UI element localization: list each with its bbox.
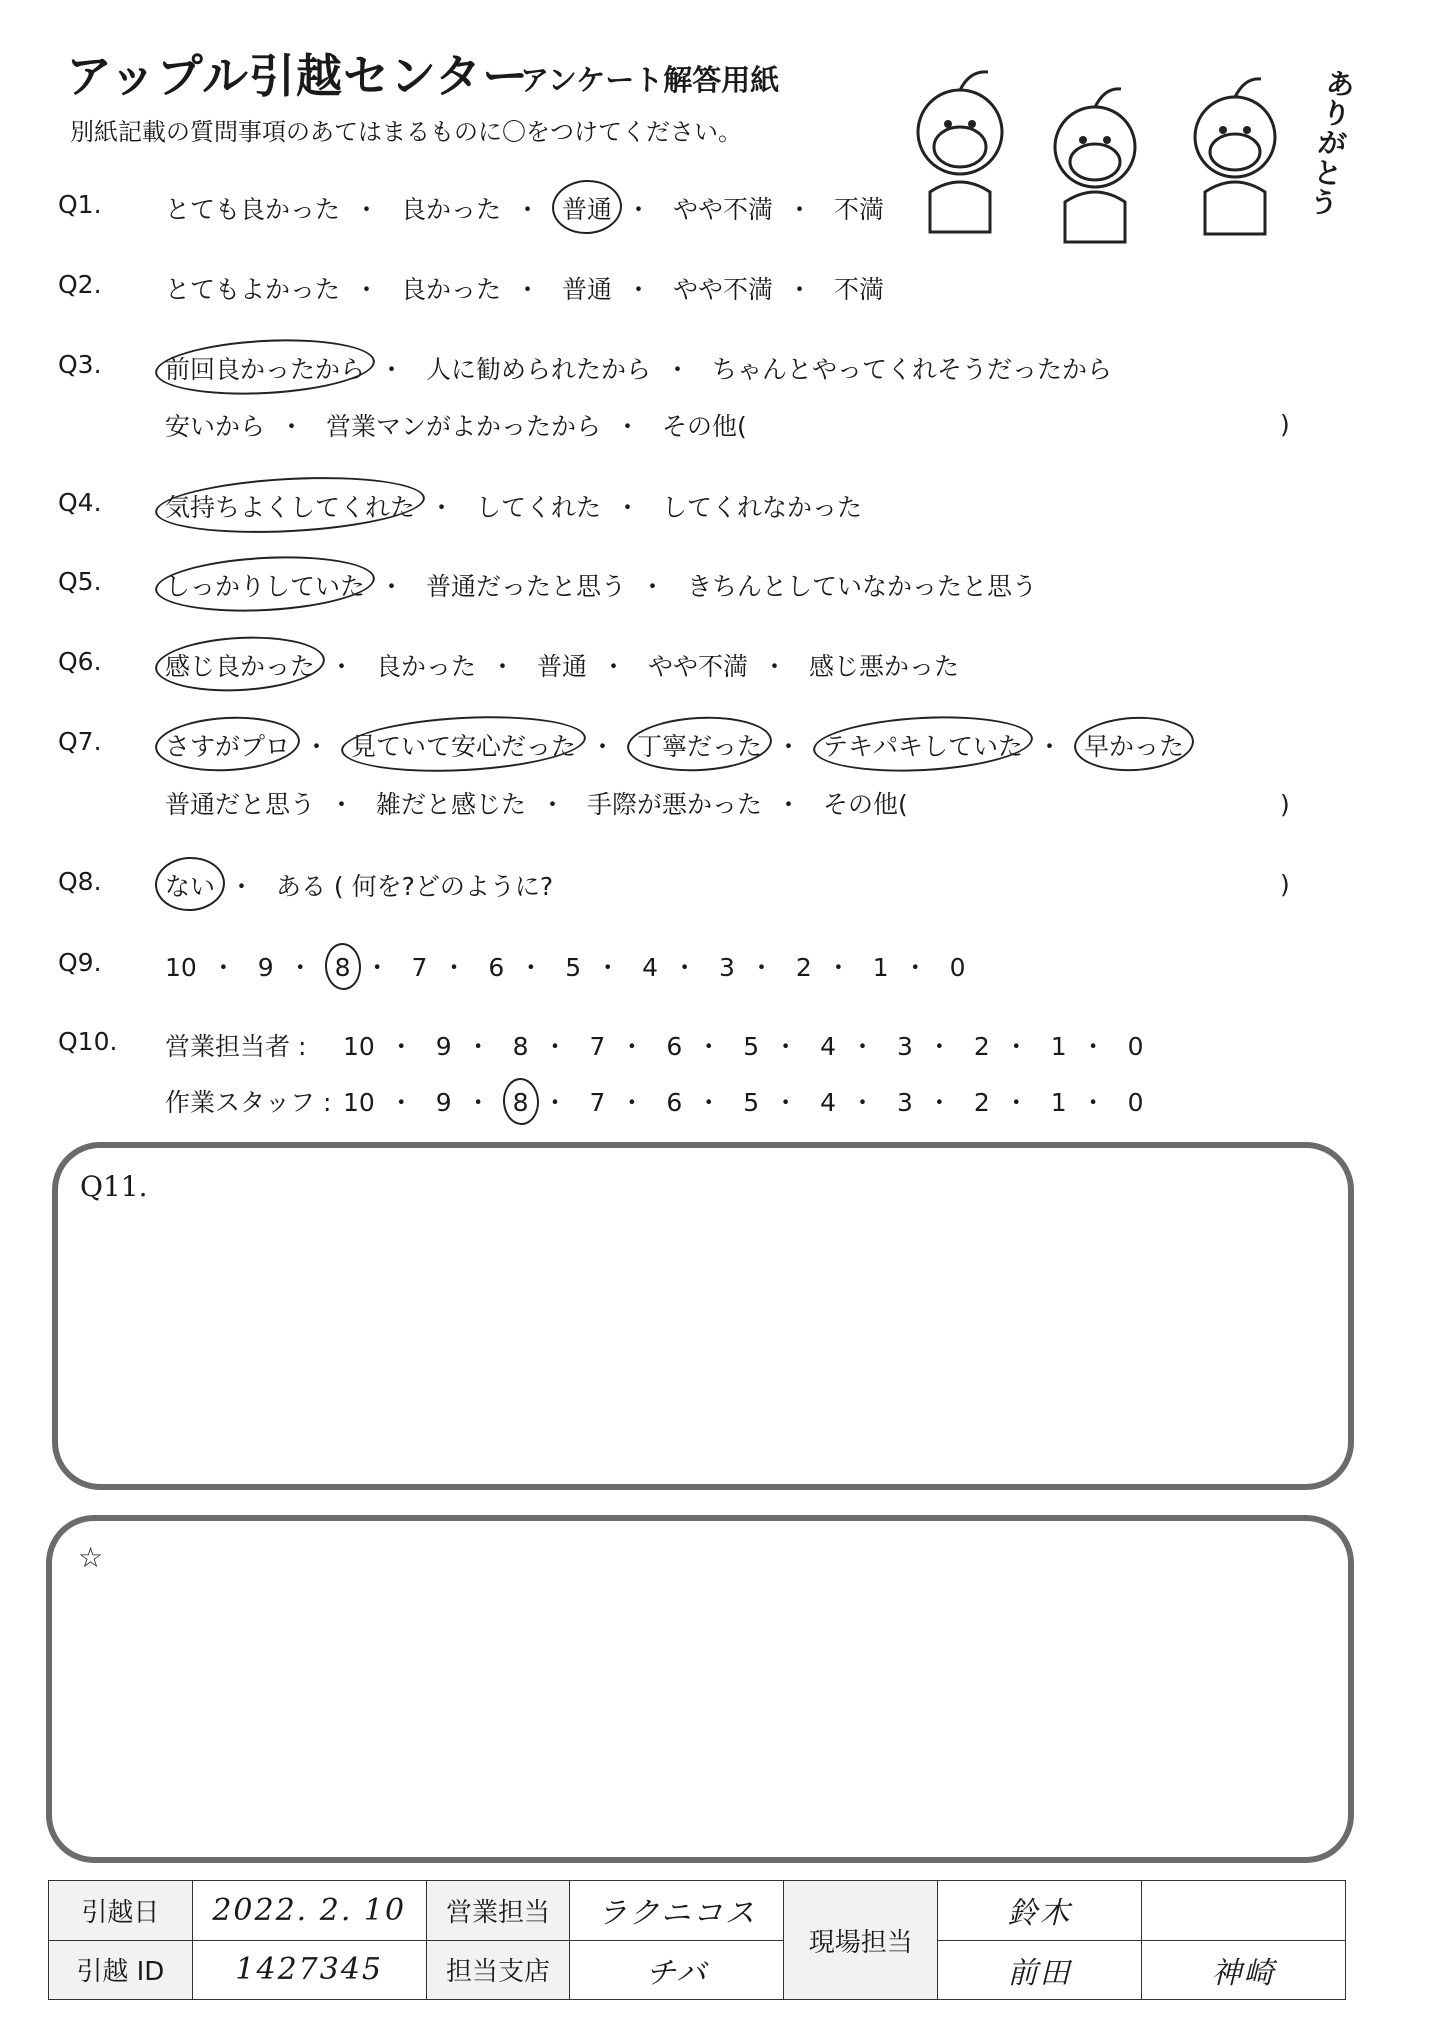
brand-name: アップル引越センター [66,49,530,103]
q10-score[interactable]: 4 [820,1088,837,1117]
q9-score[interactable]: 5 [565,953,582,982]
q8-number: Q8. [58,867,102,896]
q8-options: ない ・ ある ( 何を?どのように? [165,867,553,903]
q3-options-line2: 安いから ・ 営業マンがよかったから ・ その他( [165,407,747,443]
star-icon: ☆ [78,1541,104,1574]
q10-score[interactable]: 2 [973,1088,990,1117]
q6-option[interactable]: やや不満 [647,652,748,681]
q2-number: Q2. [58,270,102,299]
q1-options: とても良かった ・ 良かった ・ 普通 ・ やや不満 ・ 不満 [165,190,884,226]
q7-option-selected[interactable]: 丁寧だった [637,727,762,763]
q3-option-other[interactable]: その他( [661,412,747,441]
q9-score[interactable]: 3 [719,953,735,982]
q7-close-paren: ) [1280,790,1290,819]
q7-number: Q7. [58,727,102,756]
q4-option[interactable]: してくれた [475,493,601,522]
q10-score[interactable]: 2 [973,1032,990,1061]
q3-option[interactable]: ちゃんとやってくれそうだったから [711,355,1112,384]
q9-score[interactable]: 2 [795,953,812,982]
q3-option[interactable]: 営業マンがよかったから [325,412,601,441]
q7-option[interactable]: 手際が悪かった [586,790,762,819]
q4-options: 気持ちよくしてくれた ・ してくれた ・ してくれなかった [165,488,862,524]
q2-option[interactable]: 良かった [400,275,501,304]
q6-option[interactable]: 良かった [375,652,476,681]
q10-score-selected[interactable]: 8 [512,1088,529,1117]
q6-option[interactable]: 普通 [536,652,587,681]
q7-option-selected[interactable]: テキパキしていた [823,727,1023,763]
q9-score[interactable]: 7 [411,953,428,982]
q9-score[interactable]: 9 [257,953,274,982]
q1-option-selected[interactable]: 普通 [562,190,612,226]
q10-staff-label: 作業スタッフ : [165,1088,332,1117]
q9-score[interactable]: 0 [949,953,966,982]
q10-score[interactable]: 9 [435,1088,452,1117]
q10-sales-scale: 営業担当者 : 10 ・ 9 ・ 8 ・ 7 ・ 6 ・ 5 ・ 4 ・ 3 ・ 2 ・ 1 ・ 0 [165,1027,1144,1063]
star-comment-box[interactable] [46,1515,1354,1863]
q9-number: Q9. [58,948,102,977]
q3-option[interactable]: 人に勧められたから [425,355,651,384]
q10-score[interactable]: 9 [435,1032,452,1061]
q9-score[interactable]: 10 [165,953,197,982]
q5-option[interactable]: 普通だったと思う [425,572,626,601]
q5-option-selected[interactable]: しっかりしていた [165,567,365,603]
monkey-head-icon [1195,97,1275,177]
monkey-mascots-illustration [890,52,1360,252]
instruction-text: 別紙記載の質問事項のあてはまるものに〇をつけてください。 [70,118,742,146]
q1-number: Q1. [58,190,102,219]
q6-options: 感じ良かった ・ 良かった ・ 普通 ・ やや不満 ・ 感じ悪かった [165,647,959,683]
q6-option-selected[interactable]: 感じ良かった [165,647,315,683]
q2-option[interactable]: とてもよかった [165,275,341,304]
q6-number: Q6. [58,647,102,676]
q10-score[interactable]: 3 [896,1032,913,1061]
q3-number: Q3. [58,350,102,379]
move-date-label: 引越日 [49,1881,193,1941]
q2-option[interactable]: 普通 [561,275,612,304]
site-staff-2[interactable]: 前田 [938,1940,1142,2000]
move-date-value[interactable]: 2022. 2. 10 [192,1881,426,1941]
q11-label: Q11. [80,1170,148,1203]
q2-options: とてもよかった ・ 良かった ・ 普通 ・ やや不満 ・ 不満 [165,270,884,306]
q10-score[interactable]: 10 [342,1088,375,1117]
q1-option[interactable]: やや不満 [672,195,773,224]
q3-close-paren: ) [1280,410,1290,439]
q3-option[interactable]: 安いから [165,412,266,441]
q2-option[interactable]: やや不満 [672,275,773,304]
q8-close-paren: ) [1280,870,1290,899]
branch-value[interactable]: チバ [570,1940,784,2000]
q5-option[interactable]: きちんとしていなかったと思う [686,572,1037,601]
q7-option[interactable]: 普通だと思う [165,790,316,819]
q9-scale: 10 ・ 9 ・ 8 ・ 7 ・ 6 ・ 5 ・ 4 ・ 3 ・ 2 ・ 1 ・ 0 [165,953,966,982]
site-staff-empty[interactable] [1142,1881,1346,1941]
q2-option[interactable]: 不満 [833,275,884,304]
q10-score[interactable]: 5 [743,1088,760,1117]
site-staff-1[interactable]: 鈴木 [938,1881,1142,1941]
site-staff-3[interactable]: 神崎 [1142,1940,1346,2000]
move-info-table [48,1880,1346,2000]
q1-option[interactable]: とても良かった [165,195,341,224]
q7-option-other[interactable]: その他( [822,790,908,819]
q10-staff-scale: 作業スタッフ : 10 ・ 9 ・ 8 ・ 7 ・ 6 ・ 5 ・ 4 ・ 3 ・ 2 ・ 1 ・ 0 [165,1083,1144,1119]
q10-score[interactable]: 6 [666,1088,683,1117]
thanks-text: ありがとう [1307,65,1357,222]
q10-score[interactable]: 7 [589,1032,606,1061]
q10-number: Q10. [58,1027,118,1056]
branch-label: 担当支店 [426,1940,570,2000]
q10-score[interactable]: 5 [743,1032,760,1061]
sales-label: 営業担当 [426,1881,570,1941]
q7-option-selected[interactable]: 早かった [1084,727,1184,763]
q10-score[interactable]: 8 [512,1032,529,1061]
q10-score[interactable]: 0 [1127,1032,1144,1061]
monkey-head-icon [1055,107,1135,187]
q7-options-line2: 普通だと思う ・ 雑だと感じた ・ 手際が悪かった ・ その他( [165,785,908,821]
q9-score[interactable]: 6 [488,953,505,982]
q9-score-selected[interactable]: 8 [334,953,351,982]
q11-comment-box[interactable] [52,1142,1354,1490]
q8-option-selected[interactable]: ない [165,867,215,903]
q4-option-selected[interactable]: 気持ちよくしてくれた [165,488,415,524]
q10-score[interactable]: 3 [896,1088,913,1117]
q10-score[interactable]: 10 [342,1032,375,1061]
q10-score[interactable]: 0 [1127,1088,1144,1117]
q8-option[interactable]: ある ( 何を?どのように? [275,872,554,901]
move-id-value[interactable]: 1427345 [192,1940,426,2000]
monkey-head-icon [918,90,1002,174]
q1-option[interactable]: 不満 [833,195,884,224]
move-id-label: 引越 ID [49,1940,193,2000]
q7-option-selected[interactable]: さすがプロ [165,727,290,763]
q3-option-selected[interactable]: 前回良かったから [165,350,365,386]
sales-value[interactable]: ラクニコス [570,1881,784,1941]
q10-score[interactable]: 4 [820,1032,837,1061]
site-label: 現場担当 [784,1881,938,2000]
q6-option[interactable]: 感じ悪かった [808,652,959,681]
q10-score[interactable]: 1 [1050,1032,1067,1061]
document-title: アンケート解答用紙 [520,63,780,97]
q3-options: 前回良かったから ・ 人に勧められたから ・ ちゃんとやってくれそうだったから [165,350,1112,386]
q7-options: さすがプロ ・ 見ていて安心だった ・ 丁寧だった ・ テキパキしていた ・ 早かった [165,727,1184,763]
q9-score[interactable]: 1 [872,953,889,982]
q9-score[interactable]: 4 [642,953,659,982]
q10-score[interactable]: 7 [589,1088,606,1117]
q4-option[interactable]: してくれなかった [661,493,862,522]
q4-number: Q4. [58,488,102,517]
q10-score[interactable]: 6 [666,1032,683,1061]
q10-score[interactable]: 1 [1050,1088,1067,1117]
q5-options: しっかりしていた ・ 普通だったと思う ・ きちんとしていなかったと思う [165,567,1037,603]
q5-number: Q5. [58,567,102,596]
q10-sales-label: 営業担当者 : [165,1032,307,1061]
q7-option[interactable]: 雑だと感じた [375,790,526,819]
q1-option[interactable]: 良かった [400,195,501,224]
q7-option-selected[interactable]: 見ていて安心だった [351,727,576,763]
